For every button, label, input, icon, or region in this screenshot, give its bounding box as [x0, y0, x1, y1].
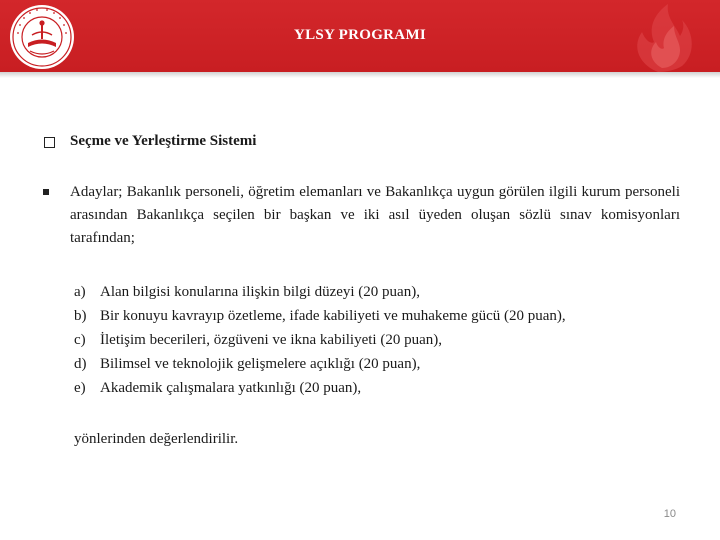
list-marker: e)	[74, 380, 86, 396]
checkbox-bullet-icon	[44, 137, 55, 148]
list-marker: d)	[74, 356, 87, 372]
list-item	[74, 304, 694, 328]
page-number: 10	[663, 508, 676, 520]
criteria-list	[74, 280, 694, 400]
header-shadow	[0, 72, 720, 78]
intro-paragraph: Adaylar; Bakanlık personeli, öğretim elemanları ve Bakanlıkça uygun görülen ilgili kurum personeli arasından Bakanlıkça seçilen bir başkan ve iki asıl üyeden oluşan sözlü sınav komisyonları tarafından;	[70, 184, 680, 246]
list-item-text: İletişim becerileri, özgüveni ve ikna kabiliyeti (20 puan),	[100, 332, 442, 348]
section-title: Seçme ve Yerleştirme Sistemi	[70, 133, 257, 149]
list-item-text: Akademik çalışmalara yatkınlığı (20 puan),	[100, 380, 362, 396]
list-item-text: Bilimsel ve teknolojik gelişmelere açıklığı (20 puan),	[100, 356, 421, 372]
list-marker: a)	[74, 284, 86, 300]
page-title: YLSY PROGRAMI	[293, 27, 427, 43]
conclusion-text: yönlerinden değerlendirilir.	[74, 431, 239, 447]
list-item-text: Alan bilgisi konularına ilişkin bilgi düzeyi (20 puan),	[100, 284, 420, 300]
list-marker: b)	[74, 308, 87, 324]
list-item	[74, 328, 694, 352]
list-item-text: Bir konuyu kavrayıp özetleme, ifade kabiliyeti ve muhakeme gücü (20 puan),	[100, 308, 566, 324]
list-item	[74, 376, 694, 400]
list-marker: c)	[74, 332, 86, 348]
square-bullet-icon	[43, 189, 49, 195]
list-item	[74, 280, 694, 304]
list-item	[74, 352, 694, 376]
